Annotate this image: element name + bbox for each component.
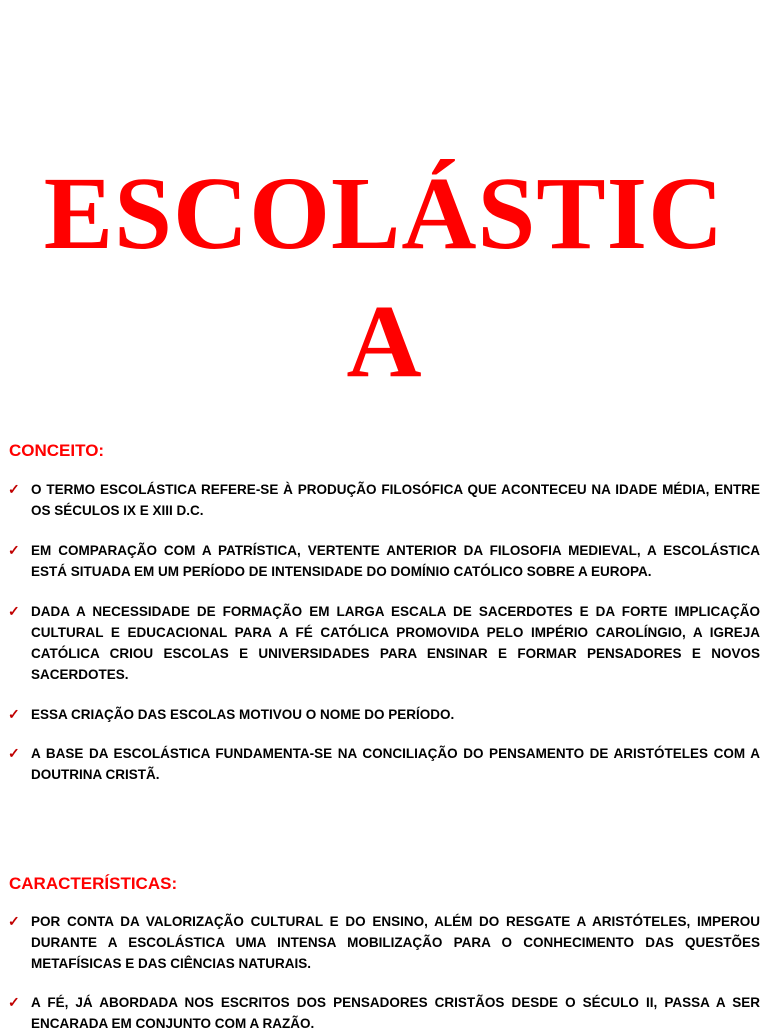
section-heading-caracteristicas: CARACTERÍSTICAS: bbox=[9, 874, 178, 893]
list-item bbox=[8, 540, 760, 582]
list-item-text: EM COMPARAÇÃO COM A PATRÍSTICA, VERTENTE ANTERIOR DA FILOSOFIA MEDIEVAL, A ESCOLÁSTICA ESTÁ SITUADA EM UM PERÍODO DE INTENSIDADE DO DOMÍNIO CATÓLICO SOBRE A EUROPA. bbox=[31, 543, 760, 579]
list-item bbox=[8, 992, 760, 1034]
check-mark-icon: ✓ bbox=[8, 994, 20, 1010]
check-mark-icon: ✓ bbox=[8, 706, 20, 722]
check-mark-icon: ✓ bbox=[8, 913, 20, 929]
section-heading-conceito: CONCEITO: bbox=[9, 441, 105, 460]
title-line-1: ESCOLÁSTIC bbox=[43, 156, 725, 271]
list-item-text: A FÉ, JÁ ABORDADA NOS ESCRITOS DOS PENSADORES CRISTÃOS DESDE O SÉCULO II, PASSA A SER ENCARADA EM CONJUNTO COM A RAZÃO. bbox=[31, 995, 760, 1031]
list-item-text: POR CONTA DA VALORIZAÇÃO CULTURAL E DO ENSINO, ALÉM DO RESGATE A ARISTÓTELES, IMPEROU DURANTE A ESCOLÁSTICA UMA INTENSA MOBILIZAÇÃO PARA O CONHECIMENTO DAS QUESTÕES METAFÍSICAS E DAS CIÊNCIAS NATURAIS. bbox=[31, 914, 760, 971]
list-item bbox=[8, 479, 760, 521]
list-item-text: DADA A NECESSIDADE DE FORMAÇÃO EM LARGA ESCALA DE SACERDOTES E DA FORTE IMPLICAÇÃO CULTURAL E EDUCACIONAL PARA A FÉ CATÓLICA PROMOVIDA PELO IMPÉRIO CAROLÍNGIO, A IGREJA CATÓLICA CRIOU ESCOLAS E UNIVERSIDADES PARA ENSINAR E FORMAR PENSADORES E NOVOS SACERDOTES. bbox=[31, 604, 760, 682]
list-item bbox=[8, 601, 760, 685]
list-item-text: O TERMO ESCOLÁSTICA REFERE-SE À PRODUÇÃO FILOSÓFICA QUE ACONTECEU NA IDADE MÉDIA, ENTRE OS SÉCULOS IX E XIII D.C. bbox=[31, 482, 760, 518]
list-item bbox=[8, 911, 760, 974]
check-mark-icon: ✓ bbox=[8, 745, 20, 761]
list-item-text: A BASE DA ESCOLÁSTICA FUNDAMENTA-SE NA CONCILIAÇÃO DO PENSAMENTO DE ARISTÓTELES COM A DOUTRINA CRISTÃ. bbox=[31, 746, 760, 782]
title-line-2: A bbox=[346, 284, 422, 399]
list-item bbox=[8, 704, 760, 725]
list-item bbox=[8, 743, 760, 785]
check-mark-icon: ✓ bbox=[8, 542, 20, 558]
check-mark-icon: ✓ bbox=[8, 481, 20, 497]
list-item-text: ESSA CRIAÇÃO DAS ESCOLAS MOTIVOU O NOME DO PERÍODO. bbox=[31, 707, 455, 722]
check-mark-icon: ✓ bbox=[8, 603, 20, 619]
